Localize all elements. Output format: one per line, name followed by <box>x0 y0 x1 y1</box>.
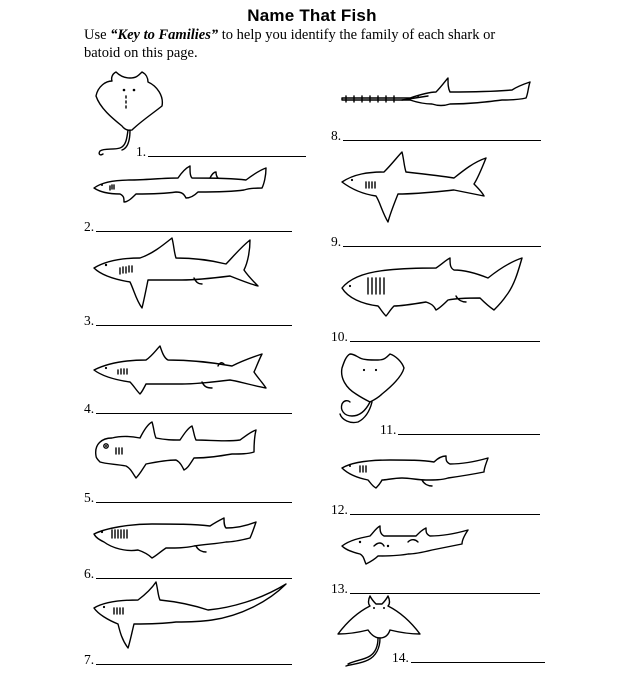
catshark-icon <box>338 450 498 492</box>
answer-row-1 <box>136 145 306 159</box>
answer-line[interactable] <box>96 502 292 503</box>
requiem-shark-icon <box>90 344 272 396</box>
answer-row-6 <box>84 567 292 581</box>
item-number: 6. <box>84 566 95 581</box>
item-number: 9. <box>331 234 342 249</box>
item-number: 11. <box>380 422 397 437</box>
instructions-suffix: to help you identify the family of each shark or batoid on this page. <box>84 27 496 61</box>
answer-line[interactable] <box>398 434 540 435</box>
item-number: 8. <box>331 128 342 143</box>
answer-row-8 <box>331 129 541 143</box>
stingray-icon <box>336 350 410 426</box>
answer-row-10 <box>331 330 540 344</box>
key-to-families-reference: “Key to Families” <box>110 27 219 43</box>
answer-row-4 <box>84 402 292 416</box>
item-number: 4. <box>84 401 95 416</box>
answer-row-11 <box>380 423 540 437</box>
answer-line[interactable] <box>148 156 306 157</box>
answer-line[interactable] <box>96 664 292 665</box>
item-number: 12. <box>331 502 348 517</box>
mackerel-shark-icon <box>90 236 270 314</box>
dogfish-shark-icon <box>338 522 474 566</box>
hammerhead-like-shark-icon <box>338 150 492 224</box>
answer-line[interactable] <box>350 341 540 342</box>
page-title: Name That Fish <box>247 6 377 25</box>
answer-line[interactable] <box>343 246 541 247</box>
item-number: 14. <box>392 650 409 665</box>
item-number: 7. <box>84 652 95 667</box>
answer-row-3 <box>84 314 292 328</box>
item-number: 2. <box>84 219 95 234</box>
instructions-prefix: Use <box>84 27 111 43</box>
cow-shark-icon <box>90 512 260 564</box>
instructions <box>84 26 534 62</box>
item-number: 13. <box>331 581 348 596</box>
sand-tiger-shark-icon <box>90 164 270 206</box>
item-number: 3. <box>84 313 95 328</box>
answer-line[interactable] <box>343 140 541 141</box>
answer-line[interactable] <box>411 662 545 663</box>
answer-line[interactable] <box>96 413 292 414</box>
thresher-shark-icon <box>90 580 290 652</box>
sawshark-icon <box>340 74 536 110</box>
answer-row-5 <box>84 491 292 505</box>
answer-line[interactable] <box>96 231 292 232</box>
answer-line[interactable] <box>96 578 292 579</box>
answer-row-12 <box>331 503 540 517</box>
answer-row-7 <box>84 653 292 667</box>
answer-row-9 <box>331 235 541 249</box>
item-number: 1. <box>136 144 147 159</box>
answer-row-2 <box>84 220 292 234</box>
answer-line[interactable] <box>350 514 540 515</box>
answer-line[interactable] <box>96 325 292 326</box>
bullhead-shark-icon <box>90 420 260 484</box>
item-number: 10. <box>331 329 348 344</box>
item-number: 5. <box>84 490 95 505</box>
whale-shark-icon <box>338 256 528 320</box>
answer-row-14 <box>392 651 545 665</box>
